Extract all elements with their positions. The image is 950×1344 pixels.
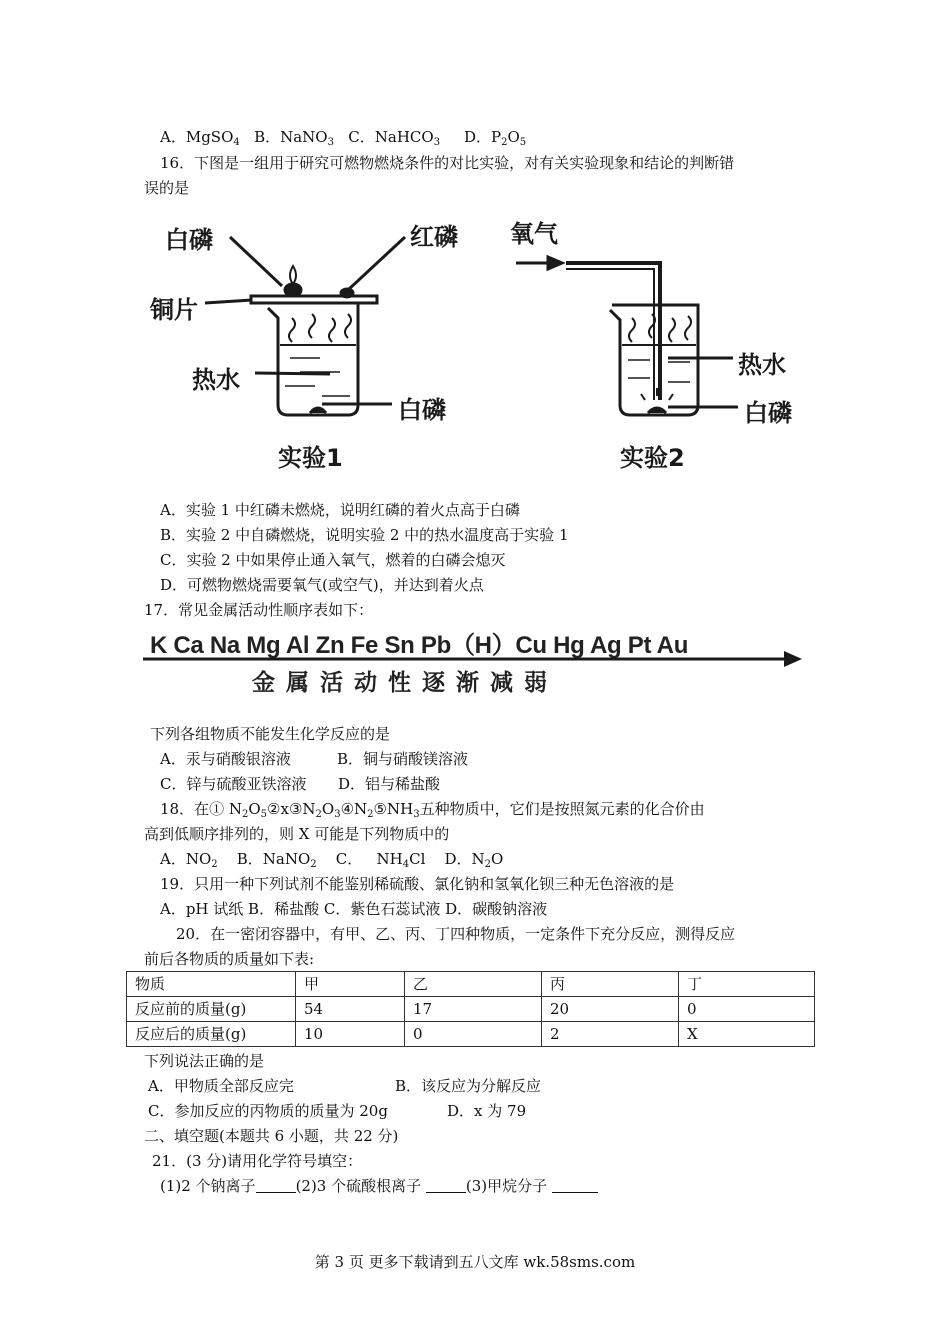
- table-cell: 20: [542, 997, 679, 1022]
- table-cell: 反应前的质量(g): [127, 997, 296, 1022]
- q17-option-b: B．铜与硝酸镁溶液: [337, 750, 469, 768]
- copper-plate: [251, 296, 377, 303]
- q16-stem-line2: 误的是: [144, 179, 190, 197]
- answer-blank-1[interactable]: [256, 1178, 296, 1193]
- table-cell: 反应后的质量(g): [127, 1022, 296, 1047]
- q17-stem: 17．常见金属活动性顺序表如下：: [144, 601, 374, 619]
- q16-option-a: A．实验 1 中红磷未燃烧，说明红磷的着火点高于白磷: [160, 501, 520, 519]
- q20-line1: 20．在一密闭容器中，有甲、乙、丙、丁四种物质，一定条件下充分反应，测得反应: [176, 925, 736, 943]
- q17-question: 下列各组物质不能发生化学反应的是: [150, 725, 391, 743]
- table-header-cell: 物质: [127, 972, 296, 997]
- page-footer: 第 3 页 更多下载请到五八文库 wk.58sms.com: [314, 1253, 636, 1271]
- label-hot-water-1: 热水: [192, 366, 240, 394]
- experiment-1-title: 实验1: [278, 444, 343, 472]
- experiment-figure: [0, 200, 950, 490]
- q18-line1: 18．在① $N_2O_5②x③N_2O_3④N_2⑤NH_3$五种物质中，它们是按照氮元素的化合价由: [160, 800, 705, 820]
- table-row: [127, 1022, 815, 1047]
- q17-option-d: D．铝与稀盐酸: [338, 775, 441, 793]
- table-header-cell: 乙: [405, 972, 542, 997]
- q20-option-c: C．参加反应的丙物质的质量为 20g: [148, 1102, 388, 1120]
- experiment-2-title: 实验2: [620, 444, 685, 472]
- table-cell: 10: [296, 1022, 405, 1047]
- table-cell: 0: [405, 1022, 542, 1047]
- q17-option-c: C．锌与硫酸亚铁溶液: [160, 775, 307, 793]
- q20-option-b: B．该反应为分解反应: [395, 1077, 542, 1095]
- q18-line2: 高到低顺序排列的，则 X 可能是下列物质中的: [144, 825, 450, 843]
- answer-blank-3[interactable]: [552, 1178, 598, 1193]
- section-2-title: 二、填空题(本题共 6 小题，共 22 分): [144, 1127, 399, 1145]
- table-header-cell: 丁: [679, 972, 815, 997]
- table-cell: 54: [296, 997, 405, 1022]
- table-cell: 17: [405, 997, 542, 1022]
- beaker-1: [268, 304, 358, 415]
- label-white-phosphorus-bottom: 白磷: [398, 396, 446, 424]
- mass-table: [126, 971, 815, 1047]
- q20-option-a: A．甲物质全部反应完: [148, 1077, 294, 1095]
- activity-trend-label: 金属活动性逐渐减弱: [252, 670, 558, 696]
- label-white-phosphorus-top: 白磷: [165, 226, 213, 254]
- q19-stem: 19．只用一种下列试剂不能鉴别稀硫酸、氯化钠和氢氧化钡三种无色溶液的是: [160, 875, 675, 893]
- label-white-phosphorus-2: 白磷: [744, 399, 792, 427]
- label-oxygen: 氧气: [510, 220, 558, 248]
- experiment-drawing: [0, 200, 950, 490]
- table-cell: 2: [542, 1022, 679, 1047]
- q20-question: 下列说法正确的是: [144, 1052, 265, 1070]
- q20-option-d: D．x 为 79: [447, 1102, 527, 1120]
- metal-activity-series: K Ca Na Mg Al Zn Fe Sn Pb（H）Cu Hg Ag Pt Au: [150, 632, 689, 659]
- answer-blank-2[interactable]: [426, 1178, 466, 1193]
- table-cell: 0: [679, 997, 815, 1022]
- q21-parts: (1)2 个钠离子 (2)3 个硫酸根离子 (3)甲烷分子: [160, 1176, 598, 1196]
- table-header-row: [127, 972, 815, 997]
- label-red-phosphorus: 红磷: [410, 223, 458, 251]
- q15-options: A．MgSO$_4$ B．NaNO$_3$ C．NaHCO$_3$ D．$P_2O_5$: [160, 128, 527, 148]
- table-row: [127, 997, 815, 1022]
- q20-line2: 前后各物质的质量如下表:: [144, 950, 315, 968]
- q16-option-d: D．可燃物燃烧需要氧气(或空气)，并达到着火点: [160, 576, 484, 594]
- label-copper-plate: 铜片: [150, 296, 198, 324]
- table-cell: X: [679, 1022, 815, 1047]
- table-header-cell: 甲: [296, 972, 405, 997]
- q16-stem-line1: 16．下图是一组用于研究可燃物燃烧条件的对比实验，对有关实验现象和结论的判断错: [160, 154, 735, 172]
- table-header-cell: 丙: [542, 972, 679, 997]
- q18-options: A．$NO_2$ B．NaNO$_2$ C． $NH_4Cl$ D．$N_2O$: [160, 850, 504, 870]
- q21-stem: 21．(3 分)请用化学符号填空：: [152, 1152, 363, 1170]
- q19-options: A．pH 试纸 B．稀盐酸 C．紫色石蕊试液 D．碳酸钠溶液: [160, 900, 548, 918]
- q17-option-a: A．汞与硝酸银溶液: [160, 750, 291, 768]
- q16-option-c: C．实验 2 中如果停止通入氧气，燃着的白磷会熄灭: [160, 551, 506, 569]
- q16-option-b: B．实验 2 中自磷燃烧，说明实验 2 中的热水温度高于实验 1: [160, 526, 569, 544]
- oxygen-tube: [566, 263, 660, 400]
- label-hot-water-2: 热水: [738, 351, 786, 379]
